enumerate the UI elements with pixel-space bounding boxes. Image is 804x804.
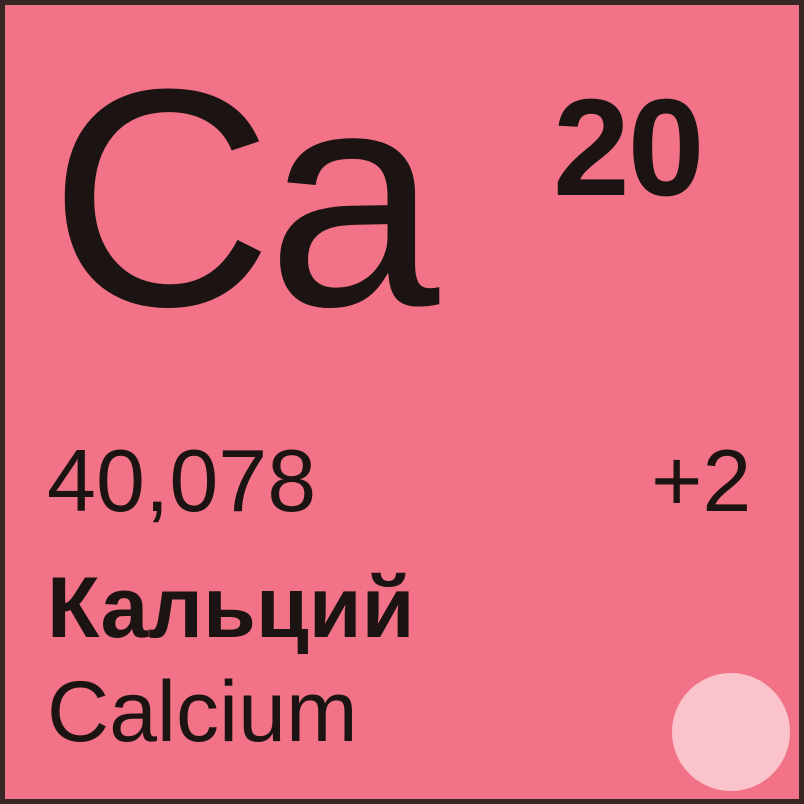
atomic-number: 20 [553,71,703,225]
element-symbol: Ca [49,24,434,371]
atomic-mass: 40,078 [47,431,317,530]
oxidation-state: +2 [651,431,752,530]
element-name-russian: Кальций [47,560,415,656]
category-dot-icon [672,673,790,791]
element-name-english: Calcium [47,664,358,760]
